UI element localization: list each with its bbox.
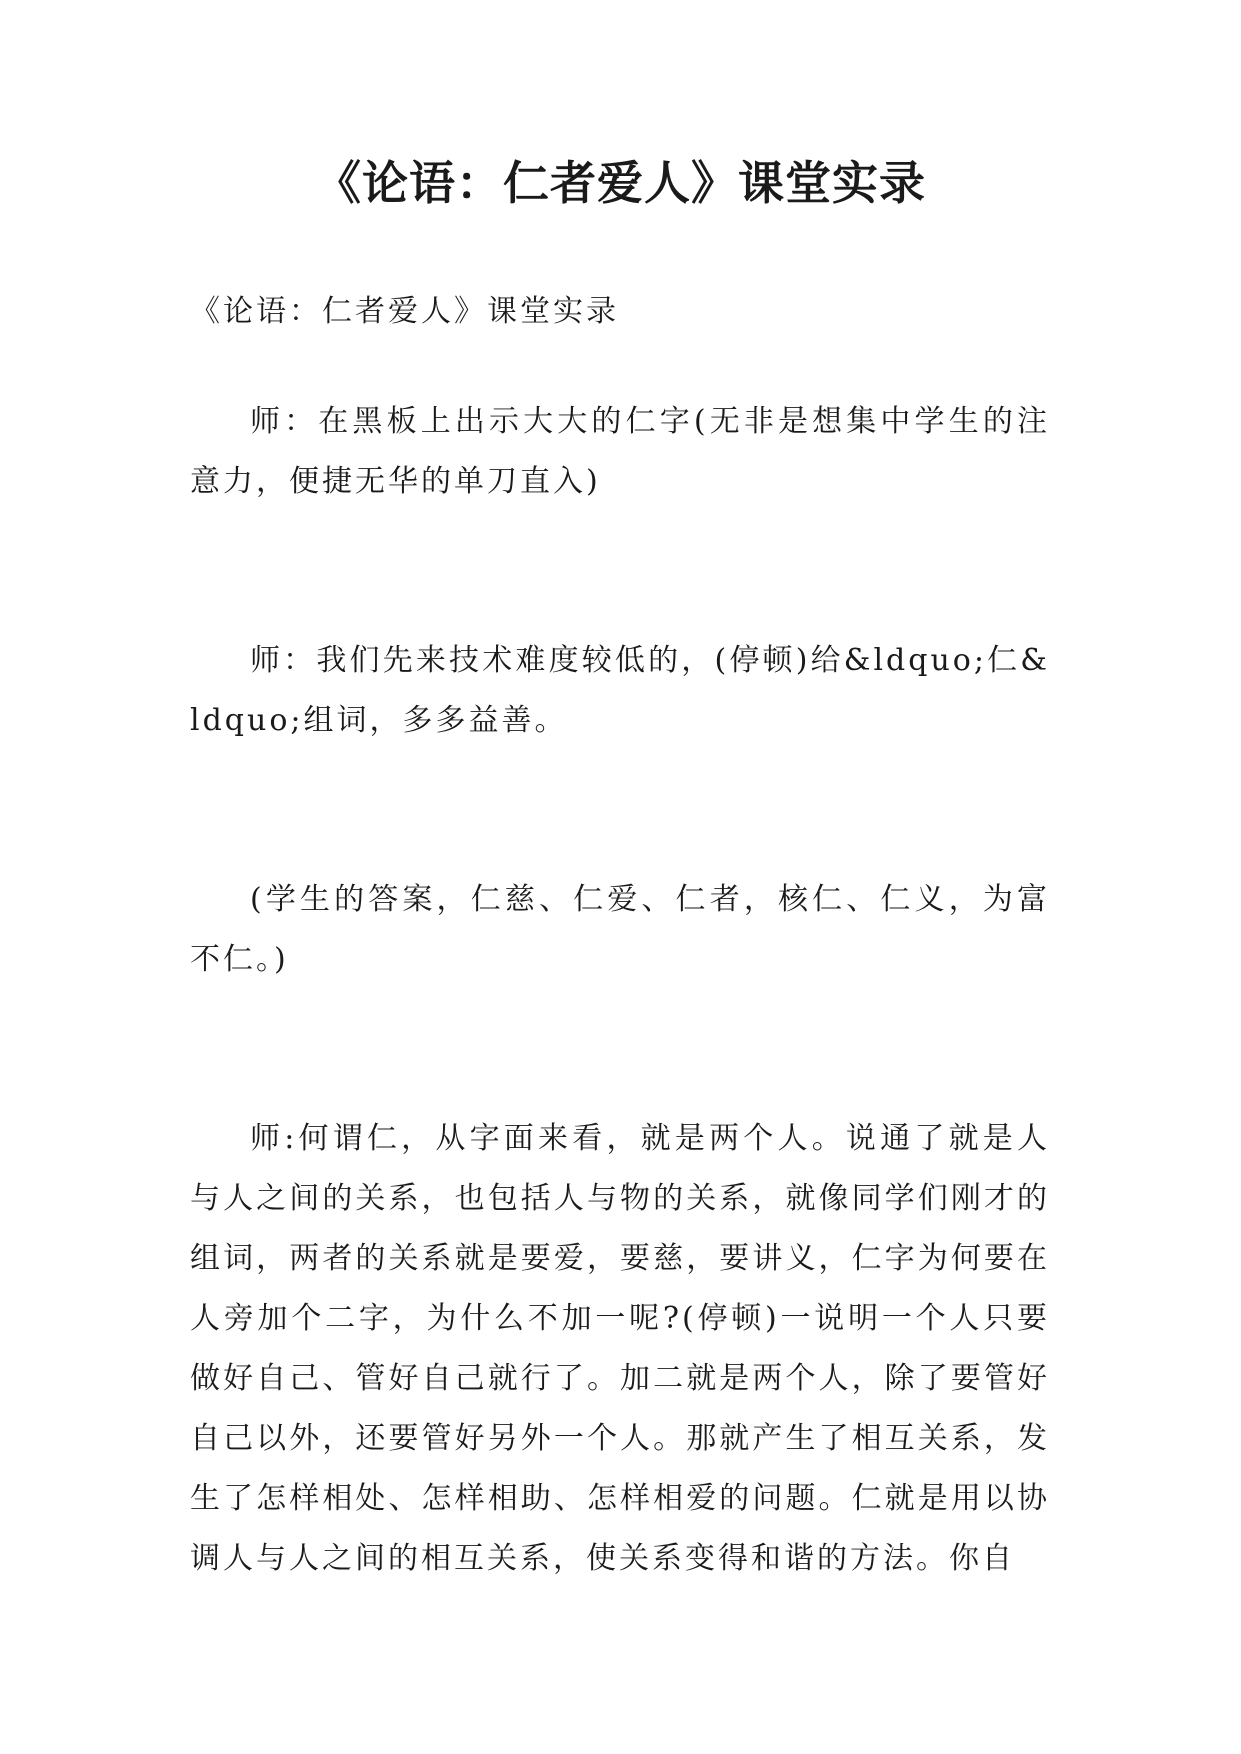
paragraph: (学生的答案，仁慈、仁爱、仁者，核仁、仁义，为富不仁。) bbox=[190, 882, 1050, 977]
paragraph: 师:何谓仁，从字面来看，就是两个人。说通了就是人与人之间的关系，也包括人与物的关系，就像同学们刚才的组词，两者的关系就是要爱，要慈，要讲义，仁字为何要在人旁加个二字，为什么不加一呢?(停顿)一说明一个人只要做好自己、管好自己就行了。加二就是两个人，除了要管好自己以外，还要管好另外一个人。那就产生了相互关系，发生了怎样相处、怎样相助、怎样相爱的问题。仁就是用以协调人与人之间的相互关系，使关系变得和谐的方法。你自 bbox=[190, 1121, 1050, 1576]
document-body bbox=[190, 282, 1050, 1589]
paragraph: 师：我们先来技术难度较低的，(停顿)给&ldquo;仁&ldquo;组词，多多益善。 bbox=[190, 643, 1050, 738]
document-title: 《论语：仁者爱人》课堂实录 bbox=[315, 156, 926, 210]
document-subtitle: 《论语：仁者爱人》课堂实录 bbox=[190, 294, 619, 329]
paragraph: 师：在黑板上出示大大的仁字(无非是想集中学生的注意力，便捷无华的单刀直入) bbox=[190, 404, 1050, 499]
